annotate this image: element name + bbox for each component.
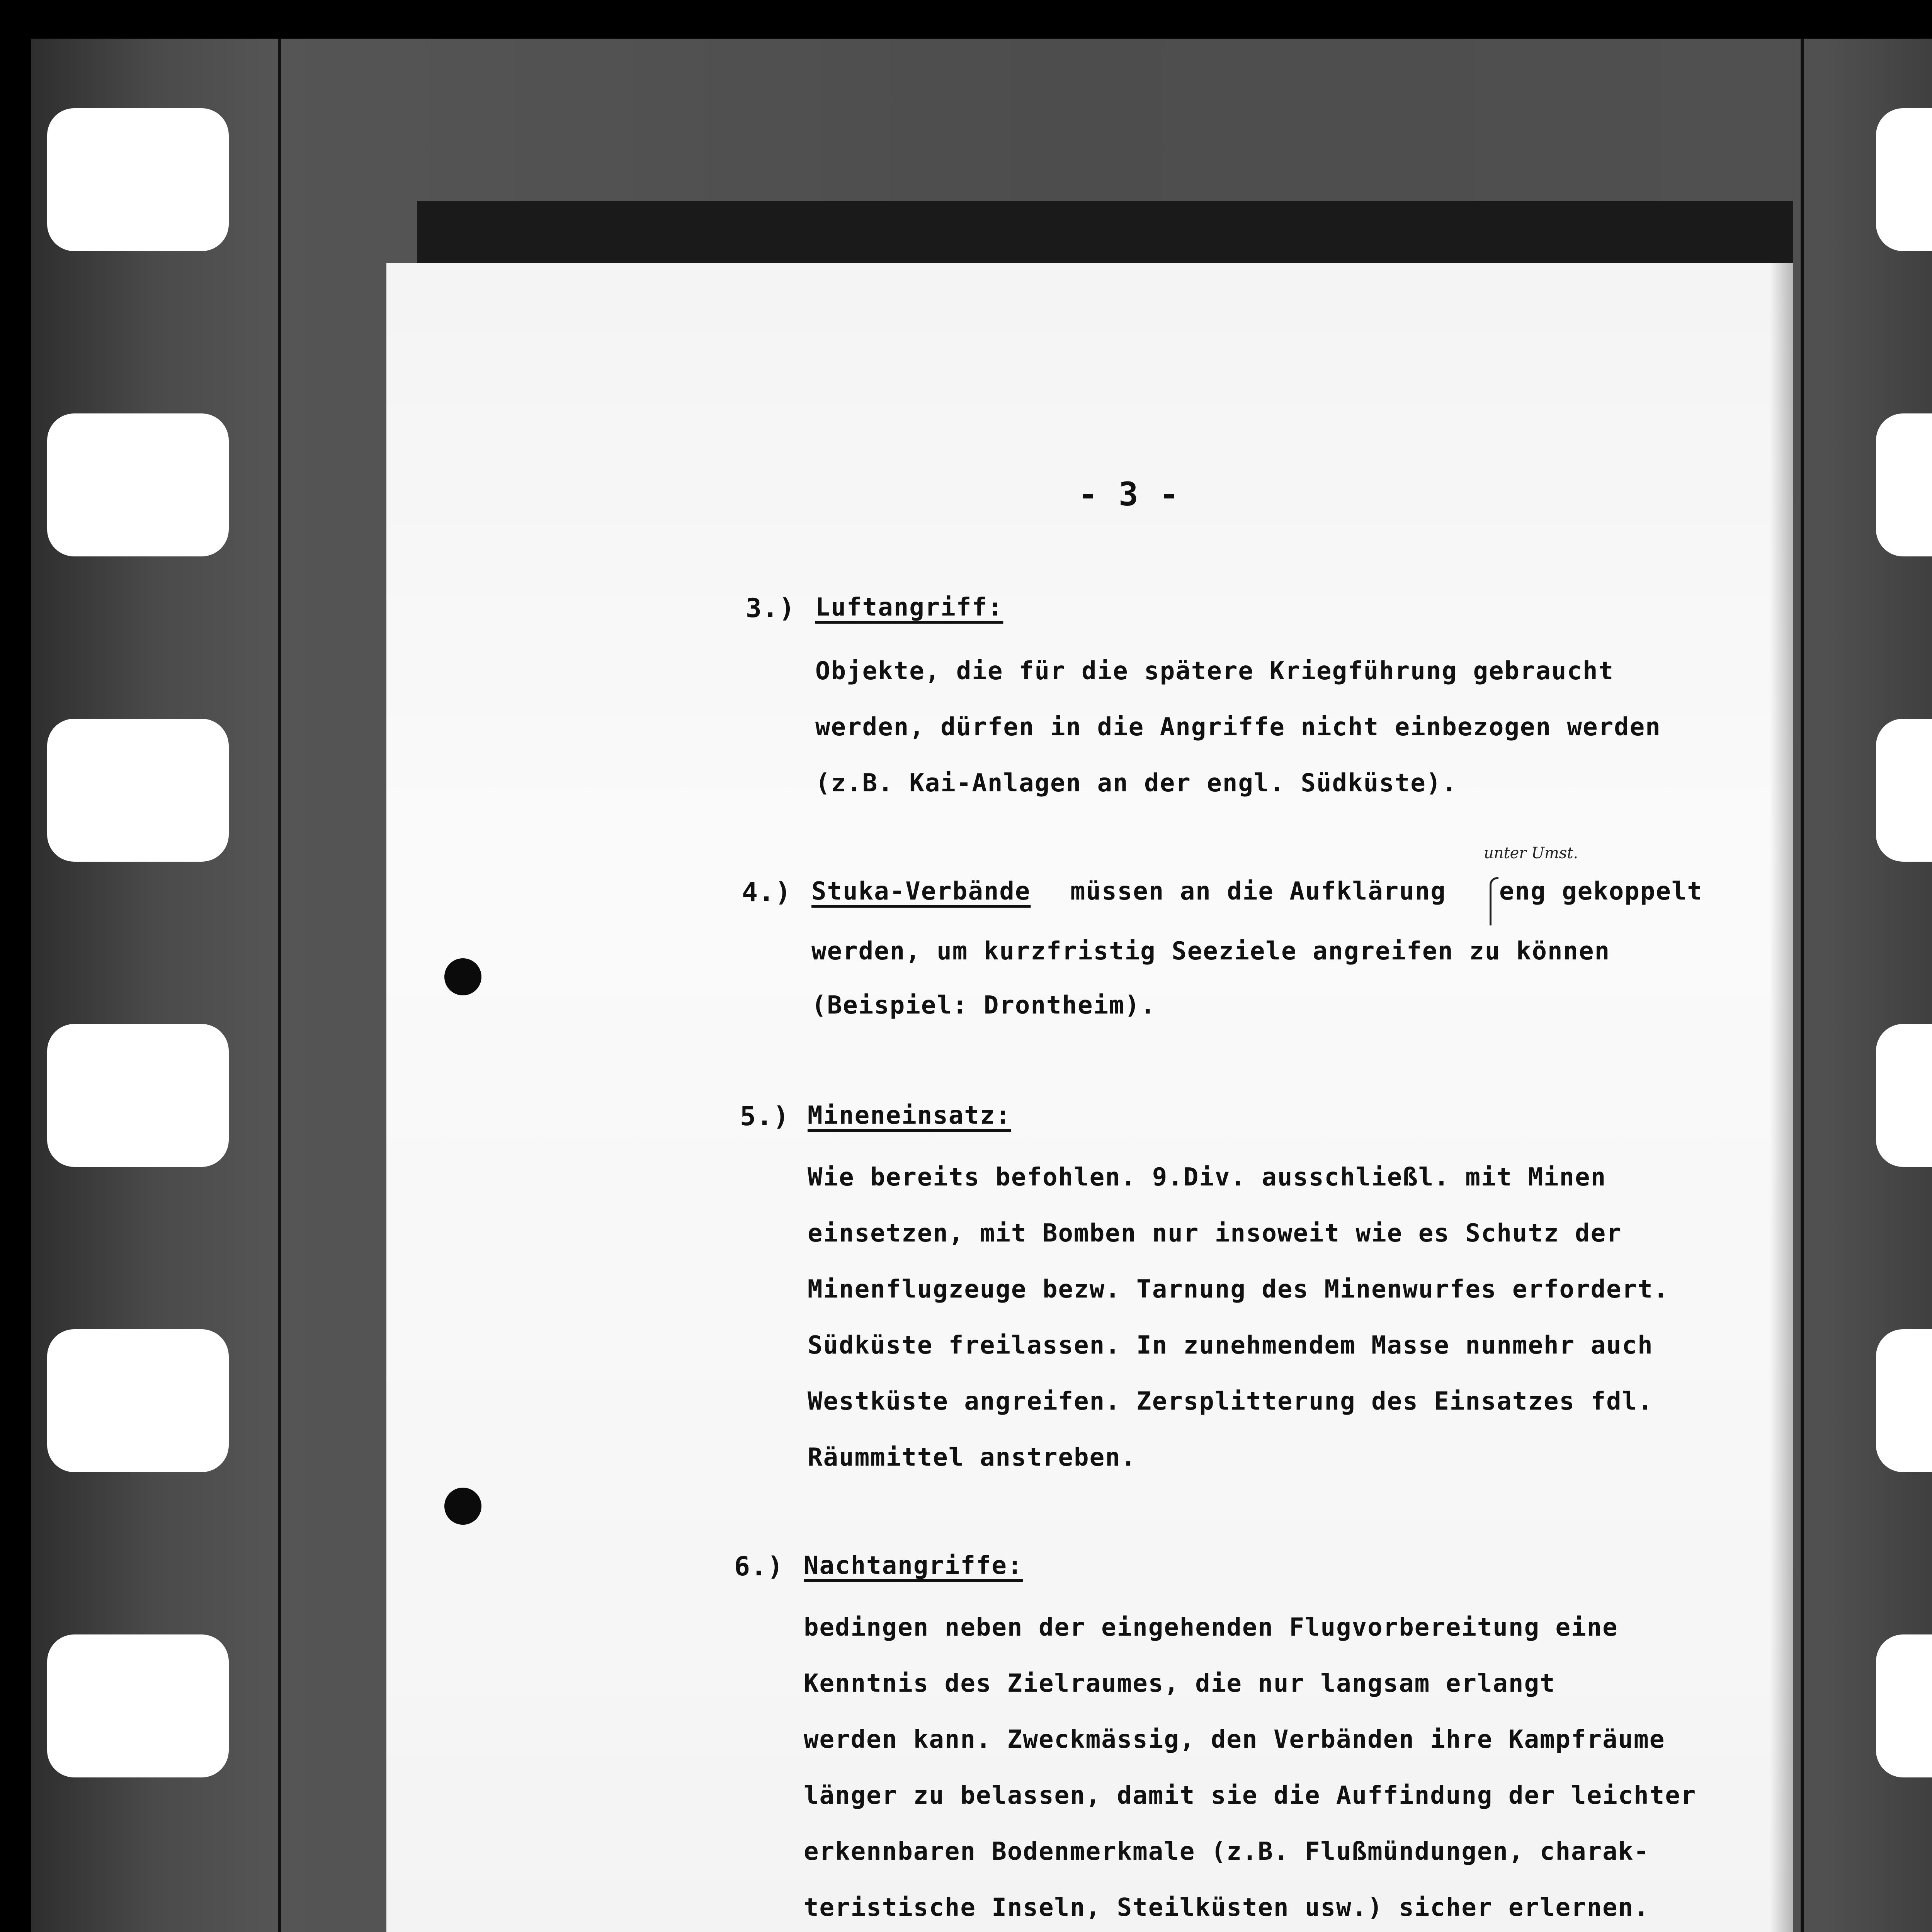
- punch-hole: [444, 958, 481, 995]
- handwritten-note: unter Umst.: [1484, 844, 1578, 862]
- perforation-hole: [1876, 1634, 1932, 1777]
- section-line: länger zu belassen, damit sie die Auffindung der leichter: [804, 1781, 1697, 1810]
- perforation-hole: [1876, 1329, 1932, 1472]
- section-number: 5.): [740, 1101, 790, 1132]
- perforation-hole: [1876, 1024, 1932, 1167]
- section-line: werden, dürfen in die Angriffe nicht einbezogen werden: [815, 713, 1661, 742]
- section-line: Objekte, die für die spätere Kriegführung gebraucht: [815, 657, 1614, 685]
- perforation-hole: [1876, 413, 1932, 556]
- perforation-hole: [47, 413, 229, 556]
- section-number: 6.): [734, 1551, 784, 1582]
- perforation-hole: [1876, 719, 1932, 862]
- section-line: bedingen neben der eingehenden Flugvorbereitung eine: [804, 1613, 1618, 1642]
- section-heading: Stuka-Verbände: [811, 877, 1031, 906]
- paper-edge-shading: [1770, 263, 1793, 1932]
- section-number: 3.): [746, 593, 796, 624]
- section-line: Minenflugzeuge bezw. Tarnung des Minenwurfes erfordert.: [808, 1275, 1669, 1304]
- section-line: (z.B. Kai-Anlagen an der engl. Südküste).: [815, 769, 1458, 798]
- section-heading: Mineneinsatz:: [808, 1101, 1011, 1130]
- section-line: Wie bereits befohlen. 9.Div. ausschließl. mit Minen: [808, 1163, 1607, 1192]
- section-line: (Beispiel: Drontheim).: [811, 991, 1156, 1020]
- section-line: müssen an die Aufklärung: [1070, 877, 1446, 906]
- film-edge-line: [278, 39, 281, 1932]
- section-line: erkennbaren Bodenmerkmale (z.B. Flußmündungen, charak-: [804, 1837, 1650, 1866]
- insertion-bracket: [1490, 877, 1498, 925]
- section-line: Kenntnis des Zielraumes, die nur langsam erlangt: [804, 1669, 1556, 1698]
- perforation-hole: [47, 1634, 229, 1777]
- section-heading: Luftangriff:: [815, 593, 1003, 622]
- section-line: Westküste angreifen. Zersplitterung des Einsatzes fdl.: [808, 1387, 1653, 1416]
- section-number: 4.): [742, 877, 792, 908]
- perforation-hole: [47, 1024, 229, 1167]
- section-line: werden, um kurzfristig Seeziele angreifen zu können: [811, 937, 1611, 966]
- section-line: einsetzen, mit Bomben nur insoweit wie es Schutz der: [808, 1219, 1622, 1248]
- punch-hole: [444, 1488, 481, 1525]
- section-line: eng gekoppelt: [1499, 877, 1703, 906]
- perforation-hole: [47, 108, 229, 251]
- section-line: Südküste freilassen. In zunehmendem Masse nunmehr auch: [808, 1331, 1653, 1360]
- page-number: - 3 -: [1078, 475, 1180, 513]
- perforation-hole: [47, 719, 229, 862]
- section-line: werden kann. Zweckmässig, den Verbänden ihre Kampfräume: [804, 1725, 1665, 1754]
- section-line: Räummittel anstreben.: [808, 1443, 1137, 1472]
- perforation-hole: [1876, 108, 1932, 251]
- section-line: teristische Inseln, Steilküsten usw.) sicher erlernen.: [804, 1893, 1650, 1922]
- section-heading: Nachtangriffe:: [804, 1551, 1023, 1580]
- film-edge-line: [1801, 39, 1804, 1932]
- perforation-hole: [47, 1329, 229, 1472]
